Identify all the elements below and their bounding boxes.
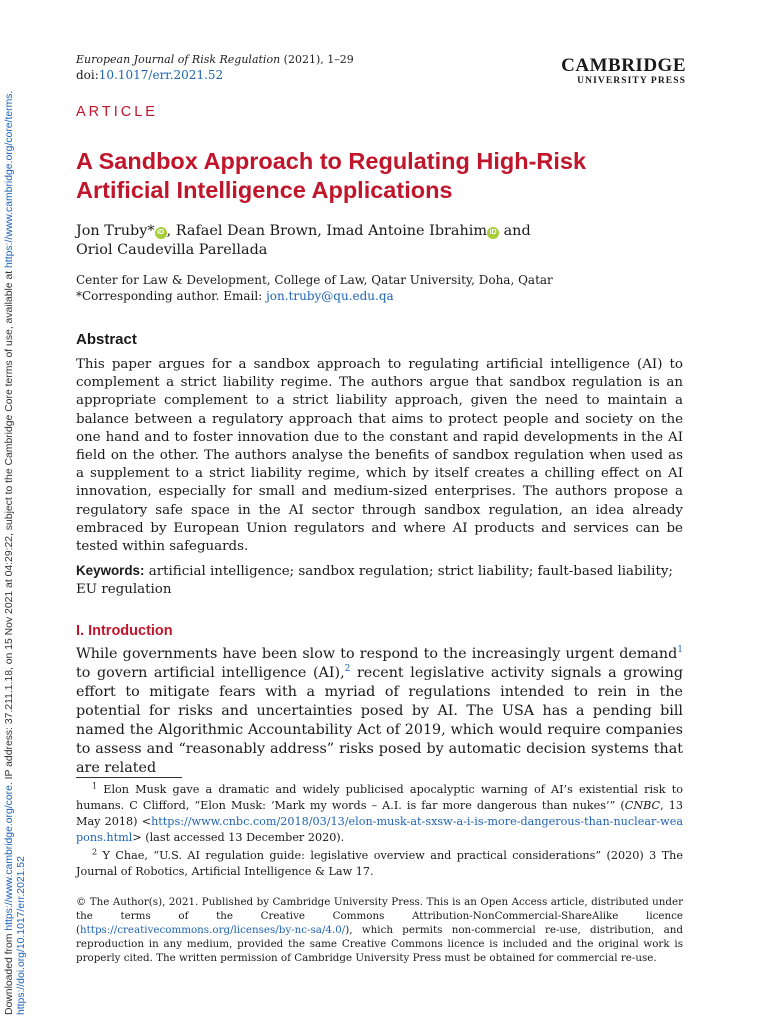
- keywords-text: artificial intelligence; sandbox regulation; strict liability; fault-based liability; EU regulation: [76, 564, 673, 597]
- sidebar-core-link[interactable]: https://www.cambridge.org/core: [4, 785, 15, 931]
- corresponding-label: *Corresponding author. Email:: [76, 289, 267, 303]
- email-link[interactable]: jon.truby@qu.edu.qa: [266, 289, 394, 303]
- download-sidebar-text: [4, 90, 28, 1015]
- footnote-1-date: , 13 May 2018) <: [76, 799, 683, 828]
- footnote-1-number: 1: [92, 781, 98, 791]
- intro-text-3: recent legislative activity signals a growing effort to mitigate fears with a myriad of regulations intended to rein in the potential for risks and uncertainties posed by AI. The USA has a pending bill named the Algorithmic Accountability Act of 2019, which would require companies to assess and “reasonably address” risks posed by automatic decision systems that are related: [76, 665, 683, 776]
- intro-text-1: While governments have been slow to respond to the increasingly urgent demand: [76, 646, 678, 662]
- license-notice: [76, 895, 683, 965]
- author-parellada[interactable]: Oriol Caudevilla Parellada: [76, 242, 268, 258]
- license-link[interactable]: https://creativecommons.org/licenses/by-nc-sa/4.0/: [80, 924, 346, 936]
- sidebar-doi-link[interactable]: https://doi.org/10.1017/err.2021.52: [16, 856, 27, 1015]
- footnote-1-text: Elon Musk gave a dramatic and widely publicised apocalyptic warning of AI’s existential risk to humans. C Clifford, “Elon Musk: ‘Mark my words – A.I. is far more dangerous than nukes’” (: [76, 783, 683, 812]
- sidebar-end: .: [4, 90, 15, 94]
- journal-year-pages: (2021), 1–29: [280, 53, 354, 66]
- footnote-2: [76, 848, 683, 880]
- affiliation: [76, 272, 686, 304]
- corresponding-author: [76, 288, 686, 304]
- footnote-1-accessed: > (last accessed 13 December 2020).: [132, 831, 345, 844]
- publisher-logo: [561, 56, 686, 87]
- introduction-paragraph: [76, 645, 683, 778]
- publisher-name: CAMBRIDGE: [561, 55, 686, 76]
- footnote-2-text: Y Chae, “U.S. AI regulation guide: legislative overview and practical considerations” (2020) 3 The Journal of Robotics, Artificial Intelligence & Law 17.: [76, 849, 683, 878]
- keywords: [76, 562, 683, 599]
- article-title: A Sandbox Approach to Regulating High-Risk Artificial Intelligence Applications: [76, 148, 587, 203]
- abstract-heading: Abstract: [76, 331, 137, 348]
- journal-name: European Journal of Risk Regulation: [76, 53, 281, 66]
- footnote-ref-2[interactable]: 2: [344, 664, 351, 675]
- introduction-heading: I. Introduction: [76, 623, 173, 639]
- doi-link[interactable]: 10.1017/err.2021.52: [98, 68, 224, 82]
- affiliation-line: Center for Law & Development, College of Law, Qatar University, Doha, Qatar: [76, 273, 553, 287]
- footnotes: [76, 782, 683, 882]
- sidebar-terms-link[interactable]: https://www.cambridge.org/core/terms: [4, 93, 15, 268]
- page-header: [76, 52, 686, 92]
- sidebar-middle: . IP address: 37.211.1.18, on 15 Nov 2021 at 04:29:22, subject to the Cambridge Core terms of use, available at: [4, 267, 15, 786]
- sidebar-line-2: [16, 100, 28, 1015]
- author-list-middle[interactable]: , Rafael Dean Brown, Imad Antoine Ibrahim: [166, 223, 488, 239]
- keywords-label: Keywords:: [76, 563, 145, 578]
- footnote-1-link[interactable]: https://www.cnbc.com/2018/03/13/elon-musk-at-sxsw-a-i-is-more-dangerous-than-nuclear-weapons.html: [76, 815, 683, 844]
- author-truby[interactable]: Jon Truby*: [76, 223, 155, 239]
- footnote-rule: [76, 777, 182, 778]
- article-type-label: ARTICLE: [76, 104, 158, 120]
- orcid-icon[interactable]: iD: [487, 227, 499, 239]
- footnote-2-number: 2: [92, 847, 98, 857]
- license-text-2: ), which permits non-commercial re-use, distribution, and reproduction in any medium, provided the same Creative Commons licence is included and the original work is properly cited. The written permission of Cambridge University Press must be obtained for commercial re-use.: [76, 924, 683, 964]
- sidebar-line-1: [4, 90, 16, 1015]
- footnote-1-source: CNBC: [624, 799, 661, 812]
- doi-prefix: doi:: [76, 68, 99, 82]
- footnote-1: [76, 782, 683, 846]
- author-list: [76, 222, 686, 260]
- publisher-subname: UNIVERSITY PRESS: [577, 76, 686, 86]
- abstract-text: This paper argues for a sandbox approach to regulating artificial intelligence (AI) to complement a strict liability regime. The authors argue that sandbox regulation is an appropriate complement to a strict liability approach, given the need to maintain a balance between a regulatory approach that aims to protect people and society on the one hand and to foster innovation due to the constant and rapid developments in the AI field on the other. The authors analyse the benefits of sandbox regulation when used as a supplement to a strict liability regime, which by itself creates a chilling effect on AI innovation, especially for small and medium-sized enterprises. The authors propose a regulatory safe space in the AI sector through sandbox regulation, an idea already embraced by European Union regulators and where AI products and services can be tested within safeguards.: [76, 357, 683, 555]
- sidebar-prefix: Downloaded from: [4, 930, 15, 1015]
- orcid-icon[interactable]: iD: [155, 227, 167, 239]
- download-sidebar: [4, 90, 28, 1015]
- license-text-1: © The Author(s), 2021. Published by Cambridge University Press. This is an Open Access article, distributed under the terms of the Creative Commons Attribution-NonCommercial-ShareAlike licence (: [76, 896, 683, 936]
- footnote-ref-1[interactable]: 1: [677, 645, 683, 656]
- intro-text-2: to govern artificial intelligence (AI),: [76, 665, 345, 681]
- author-and: and: [499, 223, 531, 239]
